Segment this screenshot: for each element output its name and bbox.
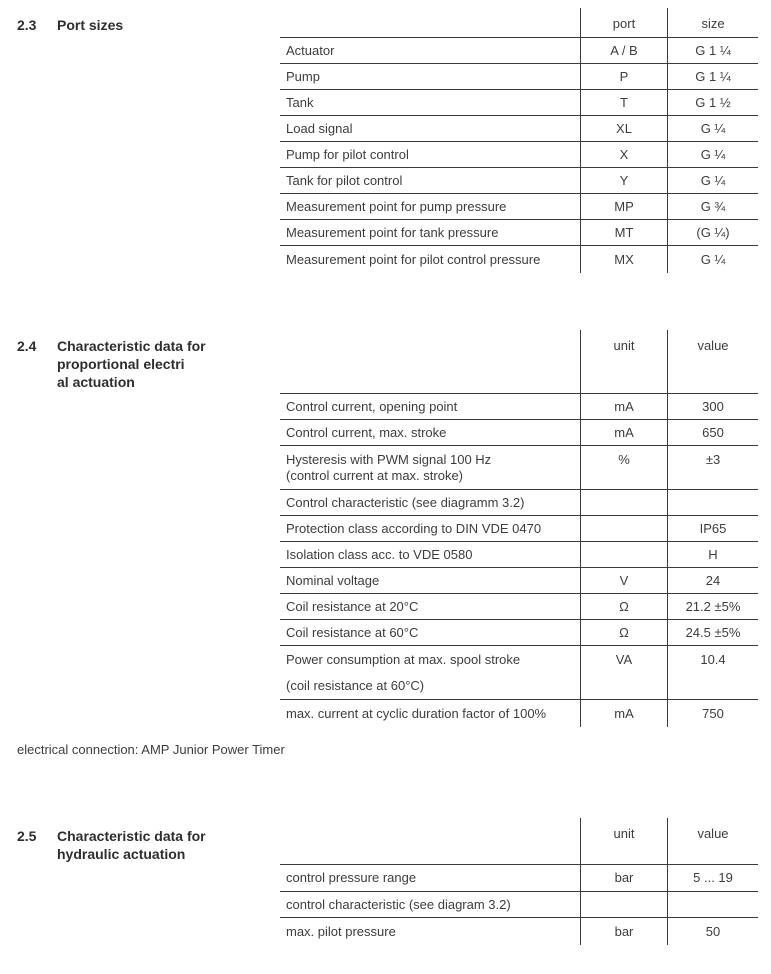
row-size: (G ¼) [667, 220, 758, 245]
row-value: 24.5 ±5% [667, 620, 758, 645]
header-empty [280, 330, 580, 393]
row-label: Measurement point for pump pressure [286, 198, 507, 214]
table-header-row [280, 8, 758, 38]
row-label-line2: (coil resistance at 60°C) [286, 678, 425, 693]
section-title-line: al actuation [57, 374, 135, 390]
row-label: control pressure range [286, 870, 417, 885]
row-unit: bar [580, 918, 667, 945]
row-label: Control current, max. stroke [286, 424, 447, 440]
table-row [280, 168, 758, 194]
table-row [280, 516, 758, 542]
row-unit [580, 892, 667, 917]
row-unit: mA [580, 420, 667, 445]
table-row [280, 865, 758, 892]
row-label: control characteristic (see diagram 3.2) [286, 896, 511, 912]
header-value: value [667, 330, 758, 393]
table-row [280, 646, 758, 700]
table-header-row [280, 818, 758, 865]
row-port: MP [580, 194, 667, 219]
table-row [280, 246, 758, 273]
row-label: Pump for pilot control [286, 146, 409, 162]
row-size: G ¼ [667, 116, 758, 141]
electrical-connection-note: electrical connection: AMP Junior Power Timer [17, 742, 285, 757]
row-unit [580, 542, 667, 567]
row-label: Control characteristic (see diagramm 3.2) [286, 494, 525, 510]
row-label: max. current at cyclic duration factor of 100% [286, 705, 547, 721]
row-value: 750 [667, 700, 758, 727]
row-unit: VA [580, 646, 667, 699]
section-number: 2.4 [17, 338, 37, 354]
row-port: A / B [580, 38, 667, 63]
row-size: G ¼ [667, 142, 758, 167]
table-row [280, 700, 758, 727]
table-row [280, 420, 758, 446]
row-label: Coil resistance at 60°C [286, 624, 419, 640]
row-unit: mA [580, 700, 667, 727]
section-title [57, 337, 206, 391]
row-value: 24 [667, 568, 758, 593]
row-label: Actuator [286, 42, 335, 58]
row-label: Coil resistance at 20°C [286, 598, 419, 614]
table-row [280, 892, 758, 918]
section-2-3-heading [17, 16, 123, 34]
section-2-5-heading [17, 827, 206, 863]
row-value: IP65 [667, 516, 758, 541]
row-unit: V [580, 568, 667, 593]
row-size: G 1 ¼ [667, 38, 758, 63]
row-unit: bar [580, 865, 667, 891]
table-row [280, 594, 758, 620]
table-row [280, 64, 758, 90]
row-value: 10.4 [667, 646, 758, 699]
row-size: G ¼ [667, 246, 758, 273]
table-row [280, 568, 758, 594]
hydraulic-data-table [280, 818, 758, 945]
header-unit: unit [580, 330, 667, 393]
row-label: Measurement point for tank pressure [286, 224, 499, 240]
row-port: MT [580, 220, 667, 245]
header-value: value [667, 818, 758, 864]
row-value [667, 490, 758, 515]
header-size: size [667, 8, 758, 37]
section-title-line: proportional electri [57, 356, 185, 372]
row-label: Pump [286, 68, 320, 84]
row-unit [580, 490, 667, 515]
row-port: XL [580, 116, 667, 141]
row-label-line2: (control current at max. stroke) [286, 468, 463, 483]
section-number: 2.5 [17, 828, 37, 844]
row-label-line1: Power consumption at max. spool stroke [286, 652, 521, 667]
row-unit [580, 516, 667, 541]
row-label: max. pilot pressure [286, 923, 396, 939]
row-unit: mA [580, 394, 667, 419]
row-value: 21.2 ±5% [667, 594, 758, 619]
row-port: P [580, 64, 667, 89]
table-row [280, 620, 758, 646]
row-label: Measurement point for pilot control pressure [286, 251, 541, 267]
row-value [667, 892, 758, 917]
row-label: Load signal [286, 120, 353, 136]
section-title-line: Characteristic data for [57, 828, 206, 844]
header-port: port [580, 8, 667, 37]
row-label [280, 446, 580, 489]
row-port: X [580, 142, 667, 167]
table-row [280, 38, 758, 64]
table-row [280, 446, 758, 490]
table-row [280, 90, 758, 116]
row-value: H [667, 542, 758, 567]
header-empty [280, 8, 580, 37]
table-header-row [280, 330, 758, 394]
row-unit: % [580, 446, 667, 489]
row-unit: Ω [580, 620, 667, 645]
row-value: 300 [667, 394, 758, 419]
row-label: Nominal voltage [286, 572, 380, 588]
row-value: 5 ... 19 [667, 865, 758, 891]
table-row [280, 116, 758, 142]
row-value: 50 [667, 918, 758, 945]
row-size: G ¼ [667, 168, 758, 193]
section-title-line: hydraulic actuation [57, 846, 186, 862]
row-label: Protection class according to DIN VDE 0470 [286, 520, 542, 536]
row-label [280, 646, 580, 699]
table-row [280, 542, 758, 568]
header-empty [280, 818, 580, 864]
port-sizes-table [280, 8, 758, 273]
table-row [280, 142, 758, 168]
row-port: T [580, 90, 667, 115]
row-label: Isolation class acc. to VDE 0580 [286, 546, 473, 562]
row-label-line1: Hysteresis with PWM signal 100 Hz [286, 452, 492, 467]
section-title [57, 827, 206, 863]
row-port: MX [580, 246, 667, 273]
row-value: 650 [667, 420, 758, 445]
row-value: ±3 [667, 446, 758, 489]
section-title-line: Characteristic data for [57, 338, 206, 354]
row-label: Tank [286, 94, 314, 110]
section-2-4-heading [17, 337, 206, 391]
table-row [280, 194, 758, 220]
row-size: G 1 ½ [667, 90, 758, 115]
row-label: Tank for pilot control [286, 172, 403, 188]
row-size: G ¾ [667, 194, 758, 219]
header-unit: unit [580, 818, 667, 864]
table-row [280, 394, 758, 420]
table-row [280, 220, 758, 246]
row-unit: Ω [580, 594, 667, 619]
section-number: 2.3 [17, 17, 37, 33]
table-row [280, 490, 758, 516]
row-port: Y [580, 168, 667, 193]
table-row [280, 918, 758, 945]
section-title: Port sizes [57, 17, 124, 33]
row-label: Control current, opening point [286, 398, 458, 414]
electrical-data-table [280, 330, 758, 727]
row-size: G 1 ¼ [667, 64, 758, 89]
